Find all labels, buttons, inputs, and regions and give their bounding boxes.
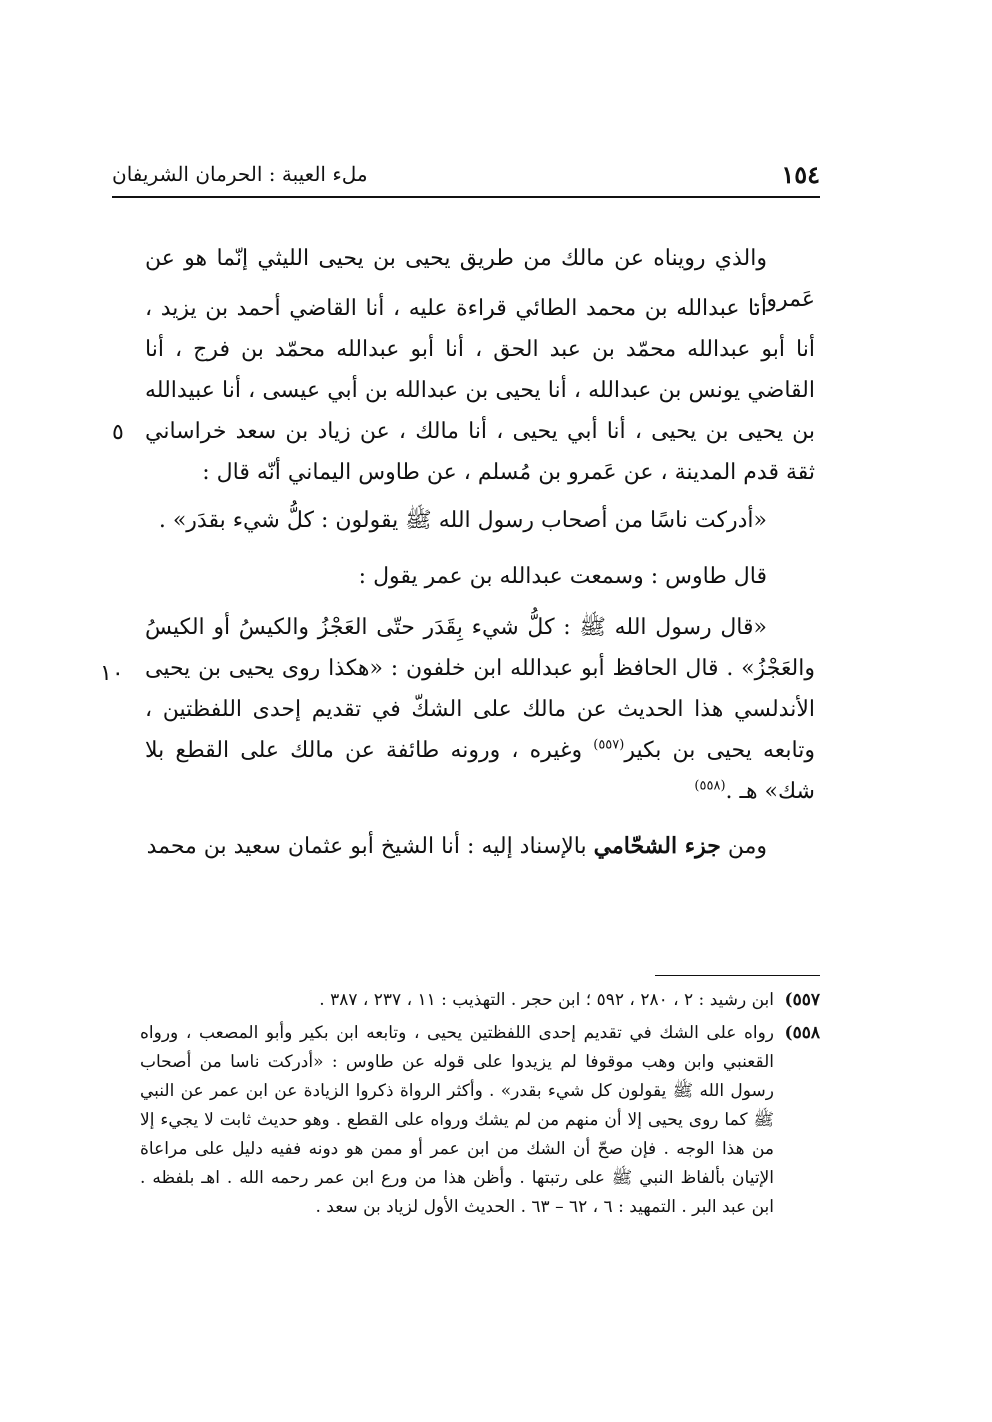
- line-number-10: ١٠: [100, 661, 124, 686]
- paragraph-3-text: «أدركت ناسًا من أصحاب رسول الله ﷺ يقولون : كلُّ شيء بقدَر» .: [158, 508, 767, 533]
- footnote-557: [140, 986, 820, 1015]
- footnote-ref-558: (٥٥٨): [694, 778, 726, 794]
- paragraph-1-text: والذي رويناه عن مالك من طريق يحيى بن يحيى الليثي إنّما هو عن عَمرو .: [145, 246, 815, 312]
- footnote-divider: [655, 975, 820, 976]
- book-title-emphasis: جزء الشحّامي: [593, 833, 721, 859]
- page-number: ١٥٤: [781, 160, 820, 189]
- footnote-ref-557: (٥٥٧): [593, 737, 625, 753]
- footnotes: [140, 986, 820, 1226]
- running-title: ملء العيبة : الحرمان الشريفان: [112, 162, 368, 186]
- paragraph-6-part-a: ومن: [720, 834, 767, 859]
- paragraph-5-part-a: «قال رسول الله ﷺ : كلُّ شيء بِقَدَر حتّى العَجْزُ والكيسُ أو الكيسُ والعَجْزُ» . قال الحافظ أبو عبدالله ابن خلفون : «هكذا روى يحيى بن يحيى الأندلسي هذا الحديث عن مالك على الشكّ في تقديم إحدى اللفظتين ، وتابعه يحيى بن بكير: [145, 615, 815, 763]
- paragraph-5-text: [145, 607, 815, 812]
- page-header: [112, 160, 820, 196]
- paragraph-4: [145, 556, 815, 597]
- footnote-number: ٥٥٧): [784, 990, 820, 1010]
- paragraph-3: [145, 500, 815, 541]
- header-divider: [112, 196, 820, 198]
- footnote-558: [140, 1019, 820, 1222]
- paragraph-2-text: أنا عبدالله بن محمد الطائي قراءة عليه ، أنا القاضي أحمد بن يزيد ، أنا أبو عبدالله محمّد بن عبد الحق ، أنا أبو عبدالله محمّد بن فرج ، أنا القاضي يونس بن عبدالله ، أنا يحيى بن عبدالله بن أبي عيسى ، أنا عبيدالله بن يحيى بن يحيى ، أنا أبي يحيى ، أنا مالك ، عن زياد بن سعد خراساني ثقة قدم المدينة ، عن عَمرو بن مُسلم ، عن طاوس اليماني أنّه قال :: [145, 296, 815, 485]
- footnote-text: رواه على الشك في تقديم إحدى اللفظتين يحيى ، وتابعه ابن بكير وأبو المصعب ، ورواه القعنبي وابن وهب موقوفا لم يزيدوا على قوله عن طاوس : «أدركت ناسا من أصحاب رسول الله ﷺ يقولون كل شيء بقدر» . وأكثر الرواة ذكروا الزيادة عن ابن عمر عن النبي ﷺ كما روى يحيى إلا أن منهم من لم يشك ورواه على القطع . وهو حديث ثابت لا يجيء إلا من هذا الوجه . فإن صحّ أن الشك من ابن عمر أو ممن هو دونه ففيه دليل على مراعاة الإتيان بألفاظ النبي ﷺ على رتبتها . وأظن هذا من ورع ابن عمر رحمه الله . اهـ بلفظه . ابن عبد البر . التمهيد : ٦ ، ٦٢ – ٦٣ . الحديث الأول لزياد بن سعد .: [140, 1023, 774, 1217]
- footnote-number: ٥٥٨): [784, 1023, 820, 1043]
- paragraph-5: [145, 607, 815, 812]
- paragraph-2: [145, 288, 815, 493]
- line-number-5: ٥: [112, 420, 124, 445]
- paragraph-6-text: [145, 826, 815, 867]
- paragraph-5-part-b: وغيره ، ورونه طائفة عن مالك على القطع بلا شك» هـ .: [145, 738, 815, 804]
- paragraph-6: [145, 826, 815, 867]
- paragraph-4-text: قال طاوس : وسمعت عبدالله بن عمر يقول :: [358, 564, 767, 589]
- footnote-text: ابن رشيد : ٢ ، ٢٨٠ ، ٥٩٢ ؛ ابن حجر . التهذيب : ١١ ، ٢٣٧ ، ٣٨٧ .: [319, 990, 774, 1010]
- paragraph-6-part-b: بالإسناد إليه : أنا الشيخ أبو عثمان سعيد بن محمد: [146, 834, 594, 859]
